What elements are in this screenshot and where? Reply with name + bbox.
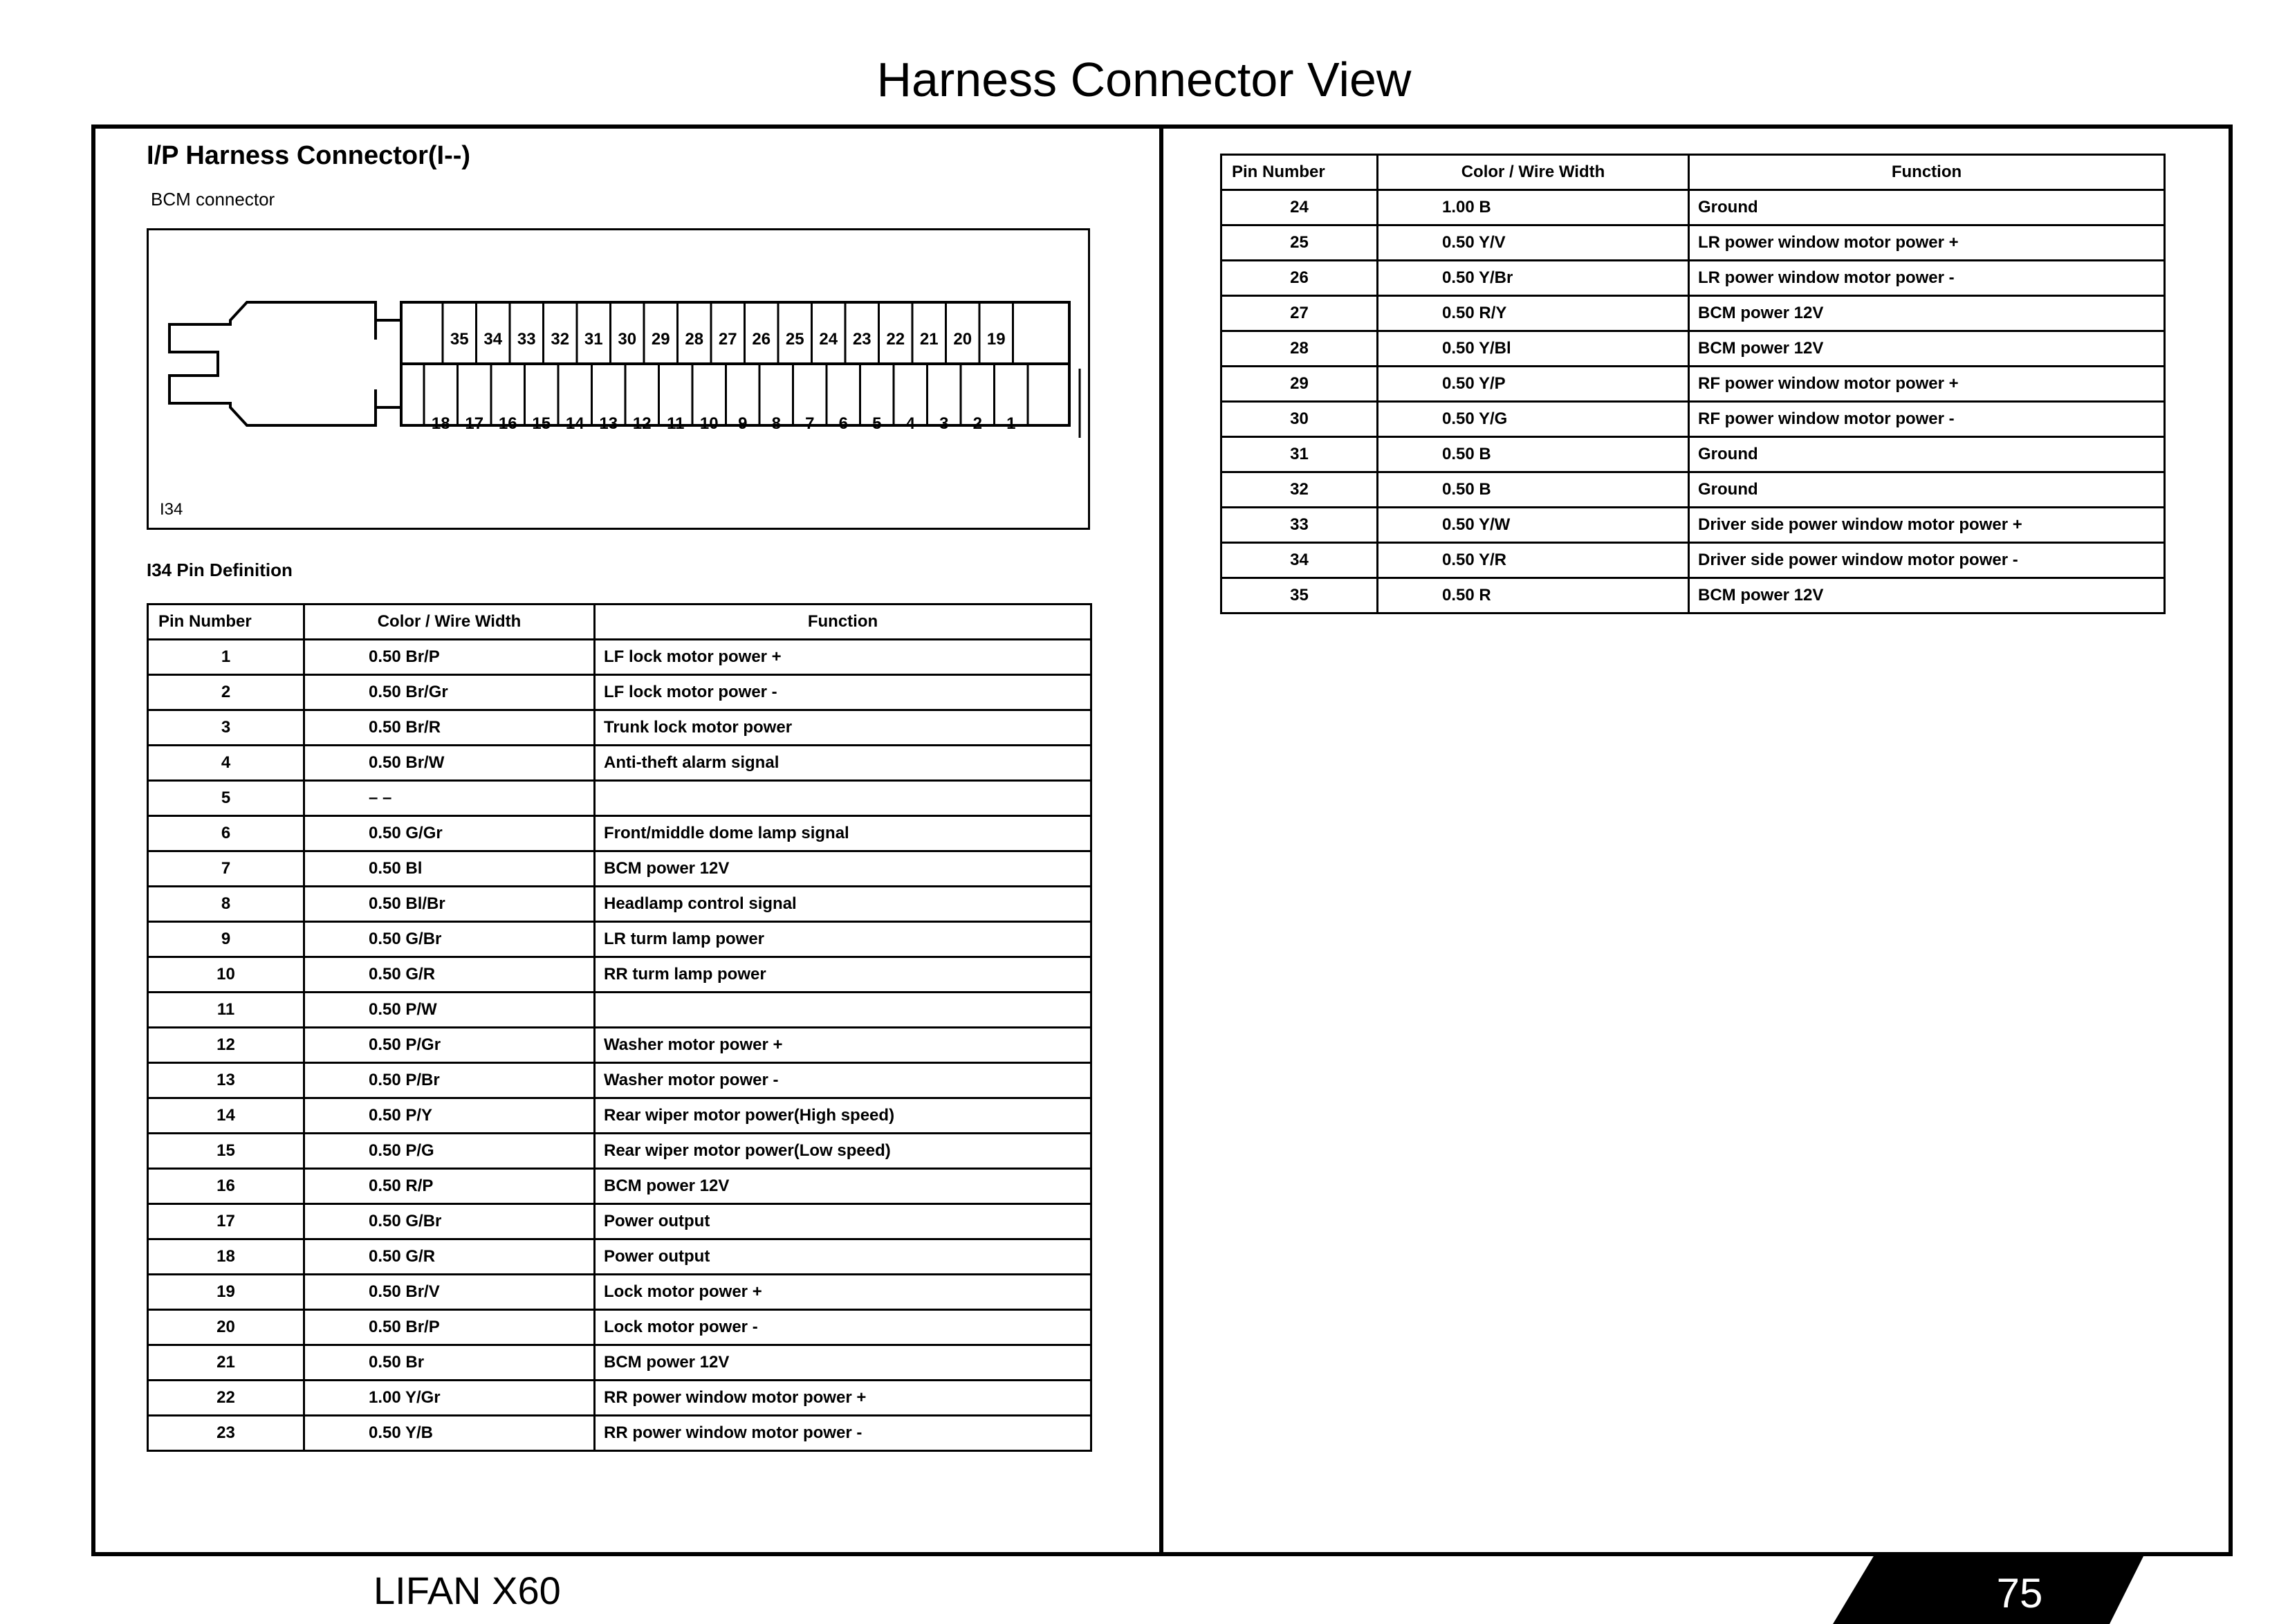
table-row [148, 1310, 1091, 1345]
wire-color-cell: 0.50 Br/Gr [304, 675, 595, 710]
pin-number-cell: 27 [1221, 296, 1378, 331]
pin-number-cell: 18 [148, 1239, 304, 1275]
table-row [148, 1239, 1091, 1275]
function-cell: Front/middle dome lamp signal [595, 816, 1091, 851]
pin-definition-title: I34 Pin Definition [147, 560, 293, 580]
wire-color-cell: 0.50 Y/B [304, 1416, 595, 1451]
function-cell [595, 993, 1091, 1028]
pin-number-cell: 15 [148, 1134, 304, 1169]
pin-label: 2 [972, 414, 982, 433]
function-cell: Lock motor power - [595, 1310, 1091, 1345]
table-row [1221, 437, 2165, 472]
pin-label: 8 [771, 414, 781, 433]
function-cell: RR power window motor power + [595, 1381, 1091, 1416]
function-cell: Washer motor power + [595, 1028, 1091, 1063]
wire-color-cell: 0.50 P/G [304, 1134, 595, 1169]
function-cell: Lock motor power + [595, 1275, 1091, 1310]
wire-color-cell: 0.50 Y/R [1378, 543, 1689, 578]
pin-number-cell: 28 [1221, 331, 1378, 367]
function-cell: Washer motor power - [595, 1063, 1091, 1098]
pin-label: 27 [718, 330, 737, 349]
table-row [1221, 472, 2165, 508]
table-header-row [1221, 155, 2165, 190]
pin-number-cell: 30 [1221, 402, 1378, 437]
function-cell: BCM power 12V [1689, 578, 2165, 613]
pin-label: 22 [886, 330, 905, 349]
wire-color-cell: 0.50 Br [304, 1345, 595, 1381]
pin-number-cell: 11 [148, 993, 304, 1028]
table-row [1221, 367, 2165, 402]
table-row [148, 1416, 1091, 1451]
wire-color-cell: 0.50 Y/W [1378, 508, 1689, 543]
table-row [148, 1028, 1091, 1063]
pin-label: 3 [939, 414, 949, 433]
function-cell: Rear wiper motor power(Low speed) [595, 1134, 1091, 1169]
wire-color-cell: – – [304, 781, 595, 816]
page-number: 75 [1996, 1570, 2043, 1616]
pin-number-cell: 3 [148, 710, 304, 746]
function-cell: BCM power 12V [1689, 331, 2165, 367]
pin-number-cell: 34 [1221, 543, 1378, 578]
header-function: Function [595, 605, 1091, 640]
pin-number-cell: 7 [148, 851, 304, 887]
function-cell: Rear wiper motor power(High speed) [595, 1098, 1091, 1134]
function-cell: RF power window motor power - [1689, 402, 2165, 437]
table-row [148, 993, 1091, 1028]
pin-label: 34 [483, 330, 503, 349]
pin-number-cell: 19 [148, 1275, 304, 1310]
function-cell: Headlamp control signal [595, 887, 1091, 922]
pin-number-cell: 10 [148, 957, 304, 993]
pin-label: 11 [667, 414, 685, 433]
pin-label: 16 [498, 414, 517, 433]
pin-label: 23 [852, 330, 871, 349]
pin-number-cell: 23 [148, 1416, 304, 1451]
table-row [148, 746, 1091, 781]
function-cell: LF lock motor power + [595, 640, 1091, 675]
pin-label: 20 [953, 330, 972, 349]
wire-color-cell: 0.50 Br/P [304, 640, 595, 675]
function-cell: BCM power 12V [595, 851, 1091, 887]
pin-row-bottom [424, 396, 1028, 452]
pin-number-cell: 6 [148, 816, 304, 851]
wire-color-cell: 0.50 G/Br [304, 922, 595, 957]
pin-number-cell: 4 [148, 746, 304, 781]
function-cell: RR power window motor power - [595, 1416, 1091, 1451]
pin-label: 33 [517, 330, 536, 349]
wire-color-cell: 0.50 B [1378, 437, 1689, 472]
pin-label: 32 [551, 330, 570, 349]
pin-label: 18 [431, 414, 450, 433]
pin-number-cell: 22 [148, 1381, 304, 1416]
function-cell: Trunk lock motor power [595, 710, 1091, 746]
pin-label: 12 [632, 414, 652, 433]
pin-row-top [443, 312, 1013, 367]
table-row [148, 887, 1091, 922]
pin-number-cell: 26 [1221, 261, 1378, 296]
function-cell: LR turm lamp power [595, 922, 1091, 957]
pin-number-cell: 29 [1221, 367, 1378, 402]
table-row [1221, 508, 2165, 543]
wire-color-cell: 0.50 Bl/Br [304, 887, 595, 922]
wire-color-cell: 0.50 G/Gr [304, 816, 595, 851]
table-row [148, 675, 1091, 710]
pin-label: 19 [986, 330, 1006, 349]
pin-label: 26 [752, 330, 771, 349]
pin-number-cell: 2 [148, 675, 304, 710]
pin-label: 5 [872, 414, 882, 433]
table-row [148, 1275, 1091, 1310]
pin-table-left [147, 603, 1092, 1452]
function-cell: Driver side power window motor power - [1689, 543, 2165, 578]
wire-color-cell: 0.50 Br/W [304, 746, 595, 781]
table-row [148, 1169, 1091, 1204]
wire-color-cell: 0.50 P/Br [304, 1063, 595, 1098]
pin-number-cell: 5 [148, 781, 304, 816]
table-row [148, 1381, 1091, 1416]
table-row [148, 640, 1091, 675]
wire-color-cell: 0.50 R/P [304, 1169, 595, 1204]
pin-number-cell: 33 [1221, 508, 1378, 543]
table-row [1221, 543, 2165, 578]
wire-color-cell: 0.50 Y/V [1378, 225, 1689, 261]
wire-color-cell: 0.50 Y/P [1378, 367, 1689, 402]
pin-number-cell: 31 [1221, 437, 1378, 472]
pin-label: 28 [685, 330, 704, 349]
pin-number-cell: 1 [148, 640, 304, 675]
function-cell: Ground [1689, 437, 2165, 472]
pin-label: 25 [785, 330, 804, 349]
wire-color-cell: 0.50 Y/Bl [1378, 331, 1689, 367]
header-pin-number: Pin Number [148, 605, 304, 640]
wire-color-cell: 0.50 G/R [304, 1239, 595, 1275]
pin-number-cell: 21 [148, 1345, 304, 1381]
function-cell: BCM power 12V [595, 1345, 1091, 1381]
wire-color-cell: 0.50 R/Y [1378, 296, 1689, 331]
pin-label: 35 [450, 330, 469, 349]
pin-label: 21 [919, 330, 939, 349]
table-row [148, 1134, 1091, 1169]
function-cell: BCM power 12V [1689, 296, 2165, 331]
table-row [1221, 578, 2165, 613]
table-row [148, 1204, 1091, 1239]
function-cell: Power output [595, 1239, 1091, 1275]
pin-number-cell: 9 [148, 922, 304, 957]
header-color: Color / Wire Width [304, 605, 595, 640]
table-row [148, 1345, 1091, 1381]
pin-number-cell: 24 [1221, 190, 1378, 225]
table-row [1221, 331, 2165, 367]
wire-color-cell: 0.50 Bl [304, 851, 595, 887]
pin-label: 31 [584, 330, 603, 349]
pin-number-cell: 17 [148, 1204, 304, 1239]
table-row [148, 922, 1091, 957]
table-row [148, 957, 1091, 993]
table-row [1221, 296, 2165, 331]
pin-label: 17 [465, 414, 484, 433]
wire-color-cell: 0.50 G/Br [304, 1204, 595, 1239]
wire-color-cell: 0.50 R [1378, 578, 1689, 613]
function-cell: Power output [595, 1204, 1091, 1239]
function-cell: BCM power 12V [595, 1169, 1091, 1204]
pin-number-cell: 25 [1221, 225, 1378, 261]
pin-label: 24 [819, 330, 838, 349]
pin-number-cell: 35 [1221, 578, 1378, 613]
header-function: Function [1689, 155, 2165, 190]
pin-number-cell: 32 [1221, 472, 1378, 508]
function-cell: LR power window motor power - [1689, 261, 2165, 296]
wire-color-cell: 0.50 Br/P [304, 1310, 595, 1345]
connector-outline [149, 230, 1092, 532]
footer-model: LIFAN X60 [373, 1569, 561, 1612]
table-row [148, 851, 1091, 887]
function-cell: Ground [1689, 472, 2165, 508]
pin-label: 4 [905, 414, 915, 433]
wire-color-cell: 0.50 P/W [304, 993, 595, 1028]
table-row [1221, 402, 2165, 437]
pin-label: 1 [1006, 414, 1016, 433]
function-cell: RR turm lamp power [595, 957, 1091, 993]
pin-label: 15 [532, 414, 551, 433]
function-cell: LF lock motor power - [595, 675, 1091, 710]
table-row [148, 781, 1091, 816]
table-row [148, 816, 1091, 851]
wire-color-cell: 0.50 Br/V [304, 1275, 595, 1310]
table-header-row [148, 605, 1091, 640]
pin-label: 7 [805, 414, 815, 433]
pin-number-cell: 20 [148, 1310, 304, 1345]
wire-color-cell: 0.50 Br/R [304, 710, 595, 746]
table-row [148, 710, 1091, 746]
pin-label: 6 [838, 414, 848, 433]
function-cell [595, 781, 1091, 816]
section-title: I/P Harness Connector(I--) [147, 141, 471, 170]
pin-number-cell: 8 [148, 887, 304, 922]
pin-label: 30 [618, 330, 637, 349]
wire-color-cell: 1.00 B [1378, 190, 1689, 225]
wire-color-cell: 0.50 B [1378, 472, 1689, 508]
function-cell: LR power window motor power + [1689, 225, 2165, 261]
header-pin-number: Pin Number [1221, 155, 1378, 190]
function-cell: Driver side power window motor power + [1689, 508, 2165, 543]
function-cell: Anti-theft alarm signal [595, 746, 1091, 781]
connector-id: I34 [160, 500, 183, 519]
page-title: Harness Connector View [876, 53, 1412, 107]
wire-color-cell: 0.50 P/Y [304, 1098, 595, 1134]
column-divider [1159, 124, 1163, 1556]
pin-label: 14 [565, 414, 584, 433]
wire-color-cell: 0.50 Y/G [1378, 402, 1689, 437]
wire-color-cell: 0.50 G/R [304, 957, 595, 993]
function-cell: Ground [1689, 190, 2165, 225]
wire-color-cell: 0.50 P/Gr [304, 1028, 595, 1063]
pin-number-cell: 12 [148, 1028, 304, 1063]
pin-label: 10 [699, 414, 719, 433]
pin-number-cell: 13 [148, 1063, 304, 1098]
connector-name: BCM connector [151, 189, 275, 210]
wire-color-cell: 0.50 Y/Br [1378, 261, 1689, 296]
pin-label: 13 [599, 414, 618, 433]
connector-diagram [147, 228, 1090, 530]
pin-number-cell: 14 [148, 1098, 304, 1134]
table-row [1221, 225, 2165, 261]
pin-label: 29 [651, 330, 670, 349]
wire-color-cell: 1.00 Y/Gr [304, 1381, 595, 1416]
table-row [148, 1098, 1091, 1134]
table-row [1221, 261, 2165, 296]
pin-label: 9 [738, 414, 748, 433]
pin-table-right [1220, 154, 2166, 614]
pin-number-cell: 16 [148, 1169, 304, 1204]
header-color: Color / Wire Width [1378, 155, 1689, 190]
table-row [1221, 190, 2165, 225]
table-row [148, 1063, 1091, 1098]
function-cell: RF power window motor power + [1689, 367, 2165, 402]
